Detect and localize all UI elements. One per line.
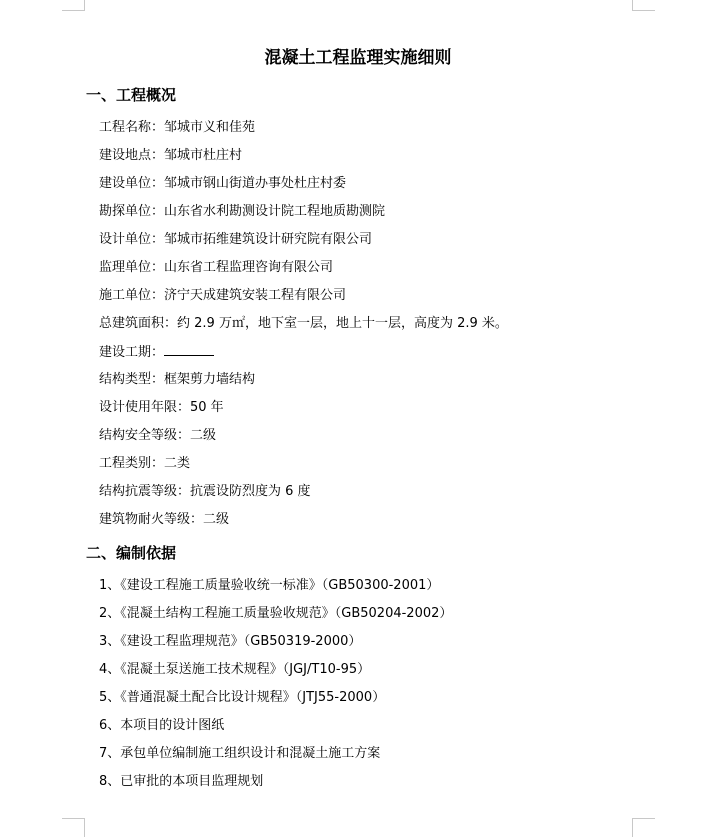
overview-line: 设计单位：邹城市拓维建筑设计研究院有限公司 [99, 232, 373, 247]
overview-line: 建筑物耐火等级：二级 [99, 512, 230, 527]
overview-line: 工程名称：邹城市义和佳苑 [99, 120, 256, 135]
basis-item: 6、本项目的设计图纸 [99, 718, 225, 733]
overview-line: 勘探单位：山东省水利勘测设计院工程地质勘测院 [99, 204, 386, 219]
page-corner-mark [62, 0, 85, 11]
basis-item: 3、《建设工程监理规范》（GB50319-2000） [99, 634, 362, 649]
overview-line: 建设地点：邹城市杜庄村 [99, 148, 243, 163]
overview-line: 结构抗震等级：抗震设防烈度为 6 度 [99, 484, 311, 499]
basis-item: 1、《建设工程施工质量验收统一标准》（GB50300-2001） [99, 578, 440, 593]
overview-line: 施工单位：济宁天成建筑安装工程有限公司 [99, 288, 347, 303]
basis-item: 8、已审批的本项目监理规划 [99, 774, 264, 789]
overview-line: 结构安全等级：二级 [99, 428, 217, 443]
page-corner-mark [632, 818, 655, 837]
section-heading-basis: 二、编制依据 [86, 544, 177, 562]
overview-line: 监理单位：山东省工程监理咨询有限公司 [99, 260, 334, 275]
basis-item: 2、《混凝土结构工程施工质量验收规范》（GB50204-2002） [99, 606, 453, 621]
overview-line: 建设单位：邹城市钢山街道办事处杜庄村委 [99, 176, 347, 191]
construction-period-line [99, 342, 214, 363]
overview-line: 设计使用年限：50 年 [99, 400, 224, 415]
page-corner-mark [632, 0, 655, 11]
overview-line: 总建筑面积：约 2.9 万㎡，地下室一层，地上十一层，高度为 2.9 米。 [99, 316, 508, 331]
basis-item: 7、承包单位编制施工组织设计和混凝土施工方案 [99, 746, 381, 761]
construction-period-blank [164, 342, 214, 356]
page-corner-mark [62, 818, 85, 837]
basis-item: 5、《普通混凝土配合比设计规程》（JTJ55-2000） [99, 690, 386, 705]
construction-period-label: 建设工期： [99, 345, 165, 360]
section-heading-overview: 一、工程概况 [86, 86, 177, 104]
overview-line: 结构类型：框架剪力墙结构 [99, 372, 256, 387]
document-title: 混凝土工程监理实施细则 [264, 48, 452, 68]
basis-item: 4、《混凝土泵送施工技术规程》（JGJ/T10-95） [99, 662, 371, 677]
overview-line: 工程类别：二类 [99, 456, 191, 471]
